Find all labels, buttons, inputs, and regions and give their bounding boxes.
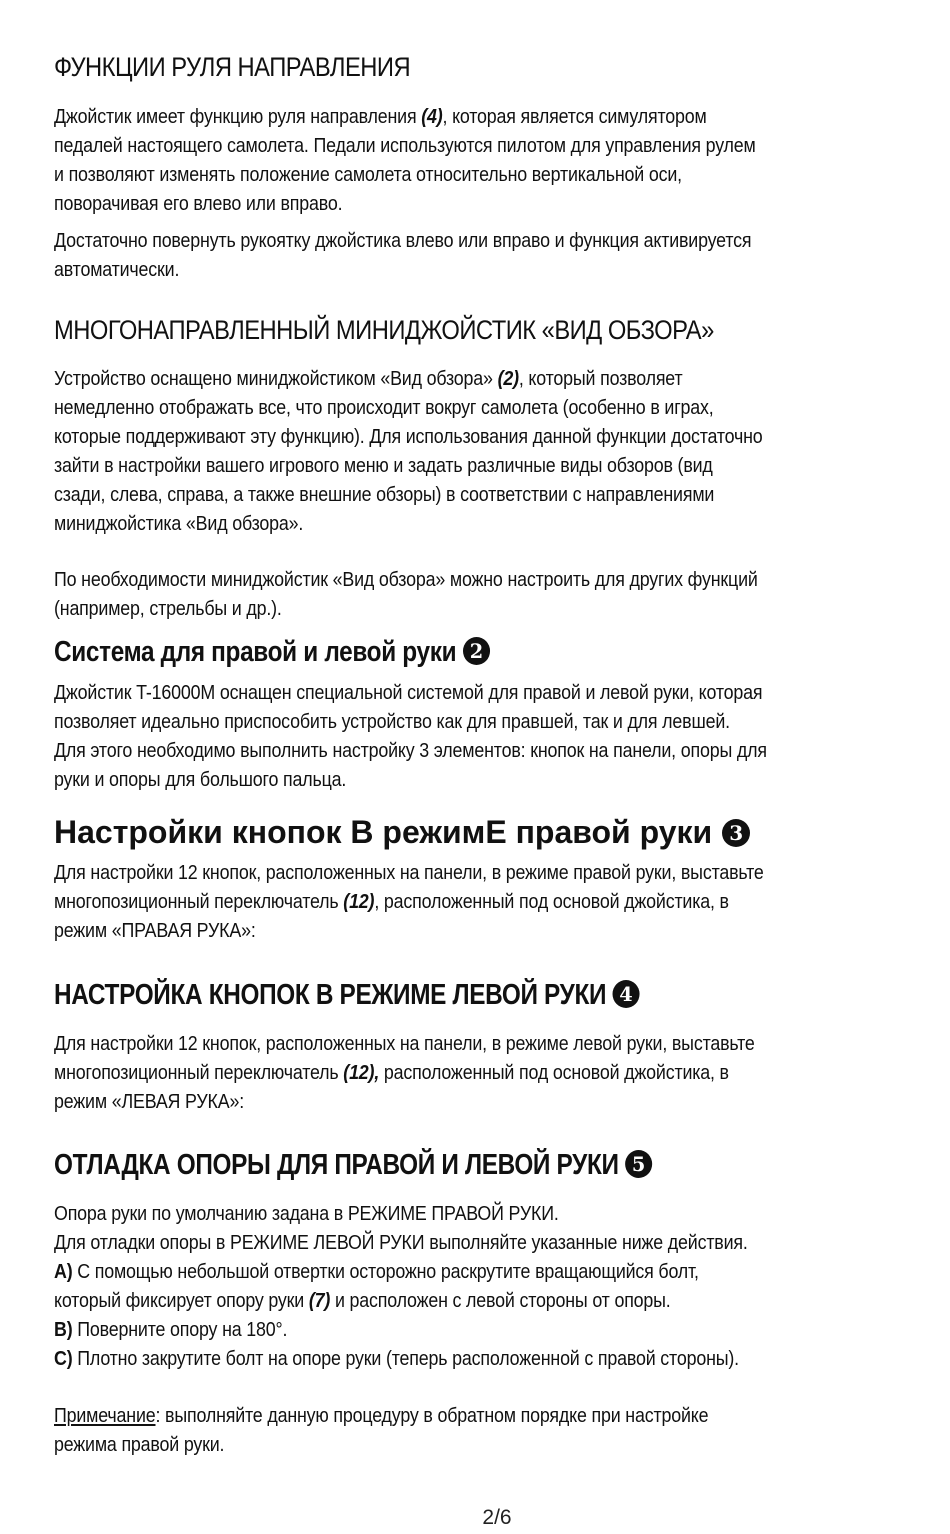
left-hand-buttons-title: НАСТРОЙКА КНОПОК В РЕЖИМЕ ЛЕВОЙ РУКИ 4 <box>54 979 638 1012</box>
rudder-activation-paragraph: Достаточно повернуть рукоятку джойстика влево или вправо и функция активируется автоматически. <box>54 229 752 281</box>
step-b: B) Поверните опору на 180°. <box>54 1318 288 1341</box>
hand-rest-title: ОТЛАДКА ОПОРЫ ДЛЯ ПРАВОЙ И ЛЕВОЙ РУКИ 5 <box>54 1149 651 1182</box>
page-number: 2/6 <box>482 1506 512 1529</box>
right-hand-buttons-paragraph: Для настройки 12 кнопок, расположенных на панели, в режиме правой руки, выставьте многопозиционный переключатель (12), расположенный под основой джойстика, в режим «ПРАВАЯ РУКА»: <box>54 861 764 942</box>
hand-rest-instructions: Опора руки по умолчанию задана в РЕЖИМЕ ПРАВОЙ РУКИ. Для отладки опоры в РЕЖИМЕ ЛЕВОЙ РУКИ выполняйте указанные ниже действия. A) С помощью небольшой отвертки осторожно раскрутите вращающийся болт, который фиксирует опору руки (7) и расположен с левой стороны от опоры. B) Поверните опору на 180°. C) Плотно закрутите болт на опоре руки (теперь расположенной с правой стороны). <box>54 1199 902 1373</box>
view-custom-paragraph: По необходимости миниджойстик «Вид обзора» можно настроить для других функций (например, стрельбы и др.). <box>54 568 758 620</box>
hand-system-paragraph: Джойстик T-16000M оснащен специальной системой для правой и левой руки, которая позволяет идеально приспособить устройство как для правшей, так и для левшей. Для этого необходимо выполнить настройку 3 элементов: кнопок на панели, опоры для руки и опоры для большого пальца. <box>54 681 767 791</box>
note-paragraph: Примечание: выполняйте данную процедуру в обратном порядке при настройке режима правой руки. <box>54 1404 709 1456</box>
step-5-icon: 5 <box>625 1150 652 1178</box>
rudder-paragraph: Джойстик имеет функцию руля направления (4), которая является симулятором педалей настоящего самолета. Педали используются пилотом для управления рулем и позволяют изменять положение самолета относительно вертикальной оси, поворачивая его влево или вправо. <box>54 105 756 215</box>
step-a: A) С помощью небольшой отвертки осторожно раскрутите вращающийся болт, <box>54 1260 699 1283</box>
note-label: Примечание <box>54 1404 156 1427</box>
step-2-icon: 2 <box>463 637 490 665</box>
view-paragraph: Устройство оснащено миниджойстиком «Вид обзора» (2), который позволяет немедленно отображать все, что происходит вокруг самолета (особенно в играх, которые поддерживают эту функцию). Для использования данной функции достаточно зайти в настройки вашего игрового меню и задать различные виды обзоров (вид сзади, слева, справа, а также внешние обзоры) в соответствии с направлениями миниджойстика «Вид обзора». <box>54 367 763 535</box>
hand-system-title: Система для правой и левой руки 2 <box>54 636 488 669</box>
left-hand-buttons-paragraph: Для настройки 12 кнопок, расположенных на панели, в режиме левой руки, выставьте многопозиционный переключатель (12), расположенный под основой джойстика, в режим «ЛЕВАЯ РУКА»: <box>54 1032 755 1113</box>
step-3-icon: 3 <box>722 819 750 847</box>
view-section-title: МНОГОНАПРАВЛЕННЫЙ МИНИДЖОЙСТИК «ВИД ОБЗОРА» <box>54 315 714 345</box>
step-c: C) Плотно закрутите болт на опоре руки (теперь расположенной с правой стороны). <box>54 1347 739 1370</box>
step-4-icon: 4 <box>613 980 640 1008</box>
rudder-section-title: ФУНКЦИИ РУЛЯ НАПРАВЛЕНИЯ <box>54 52 411 82</box>
right-hand-buttons-title: Настройки кнопок В режимЕ правой руки 3 <box>54 814 750 851</box>
